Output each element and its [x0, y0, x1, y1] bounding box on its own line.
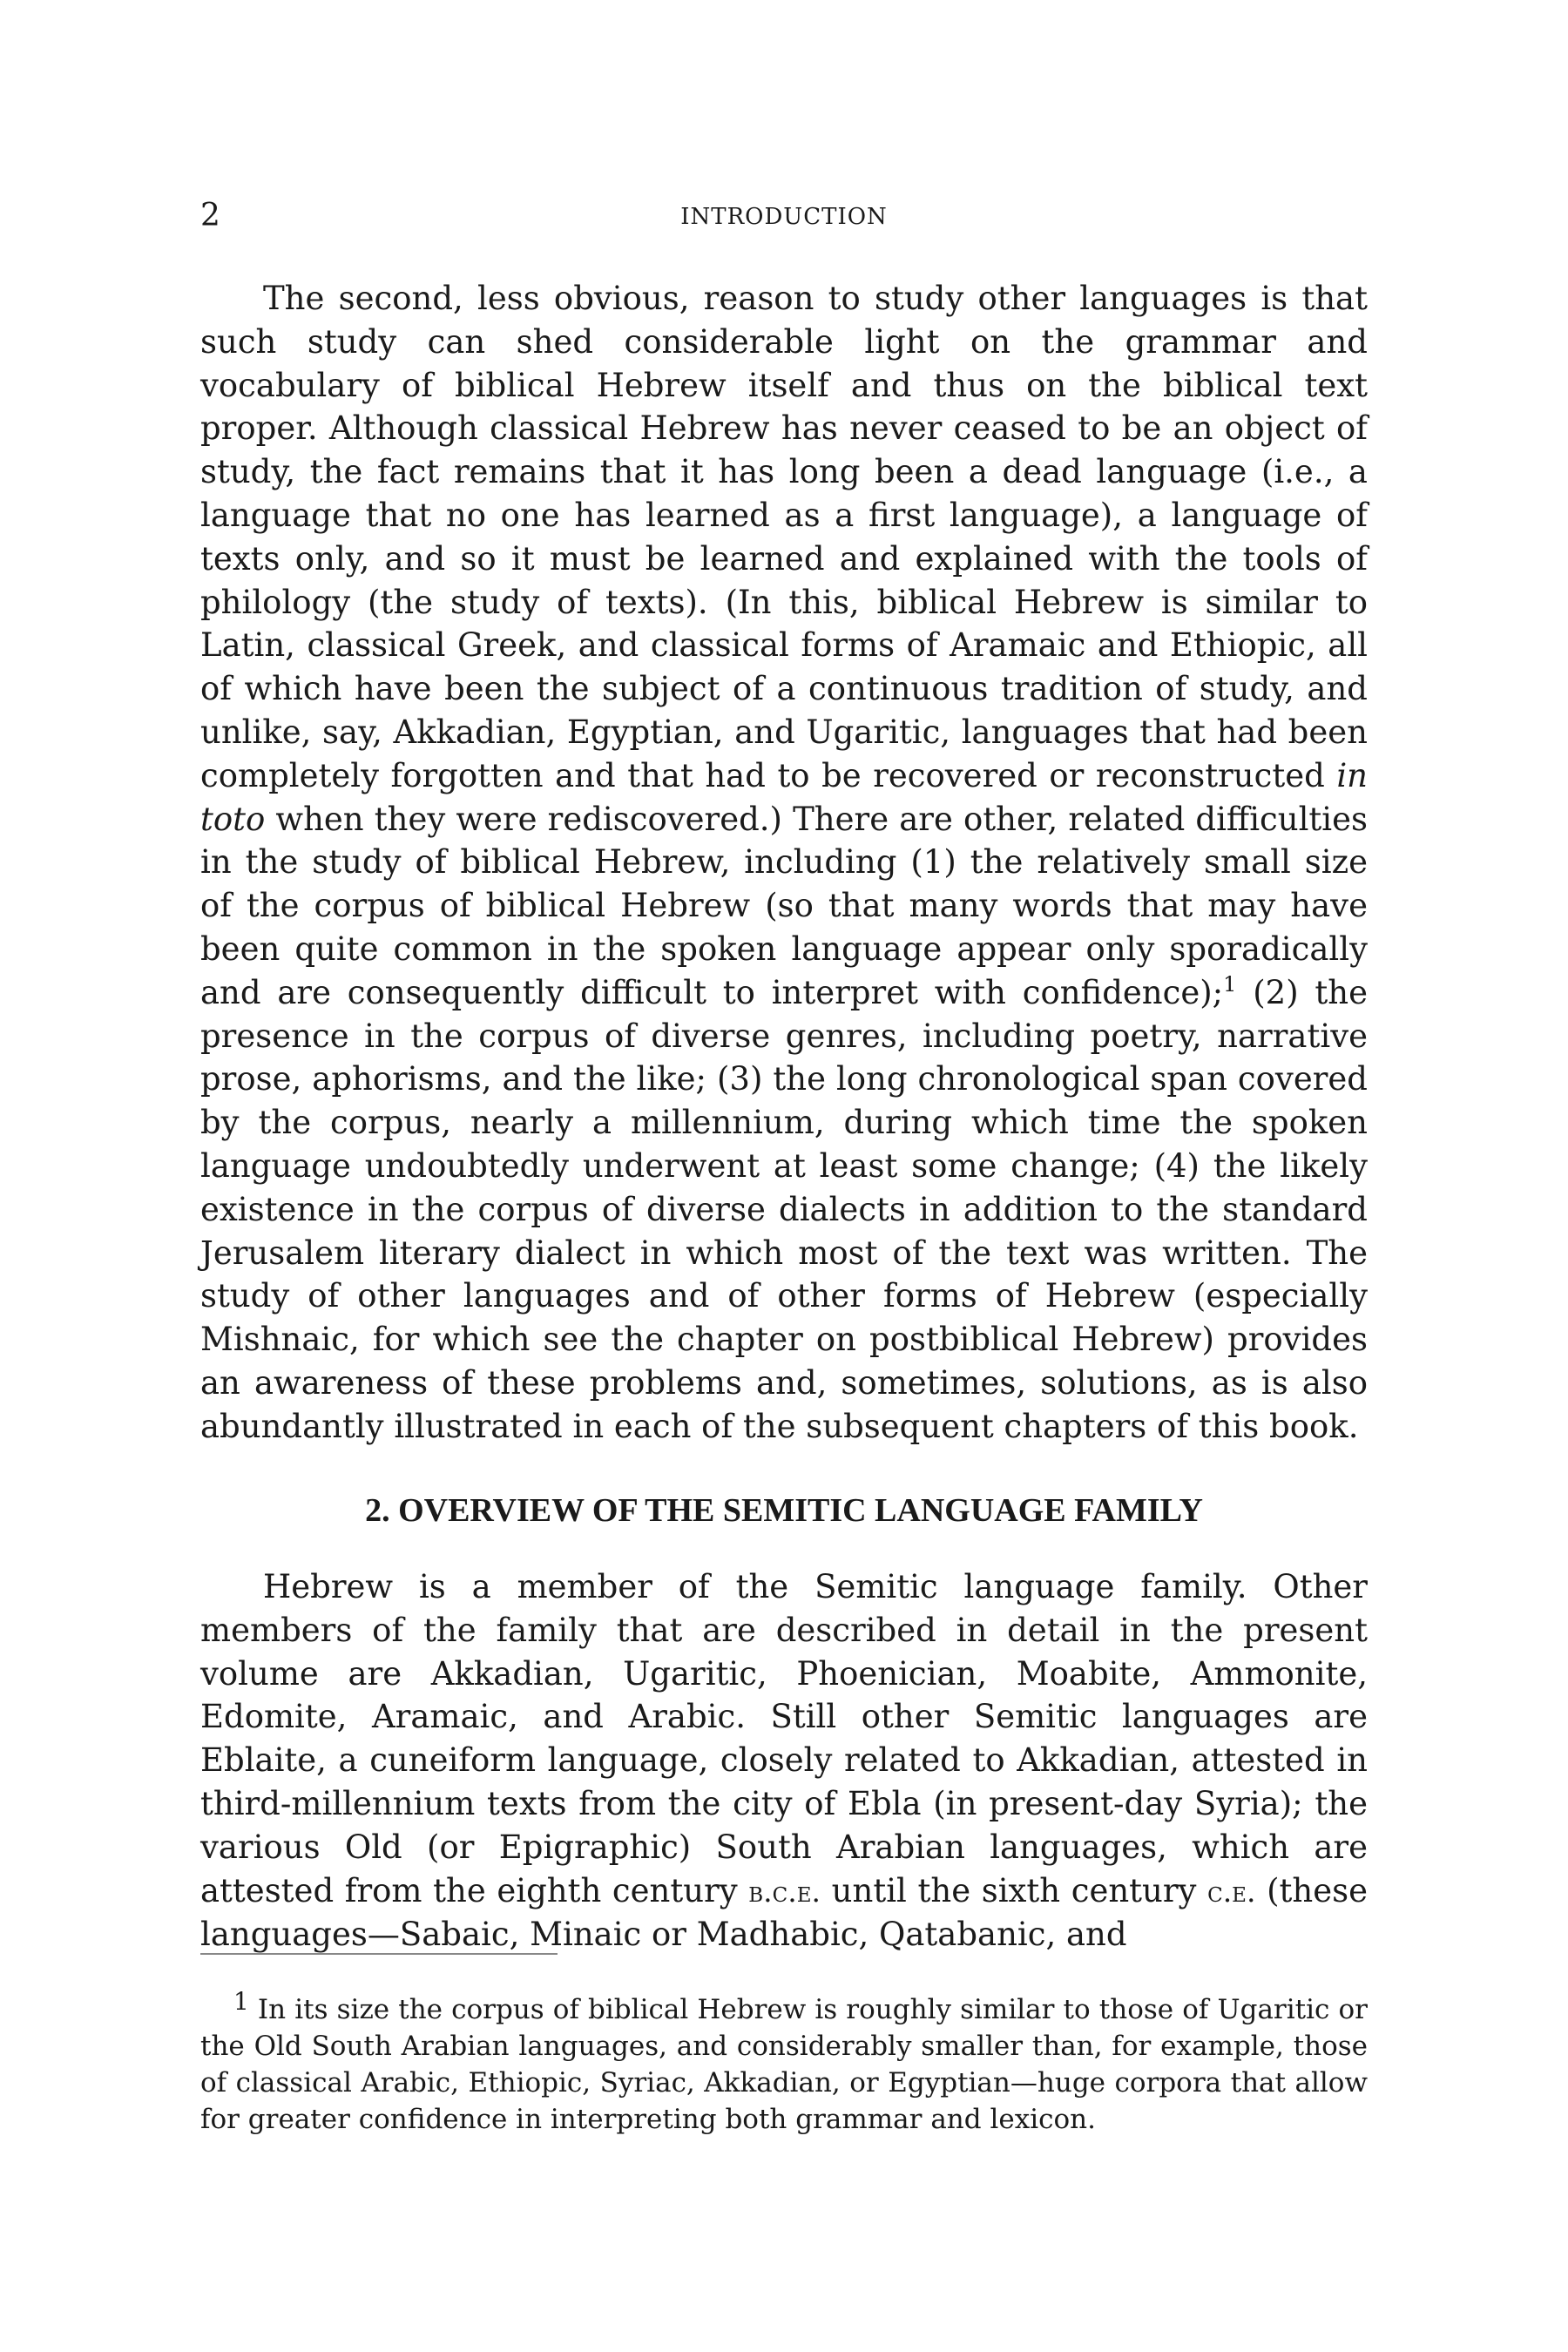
footnote-number: 1: [233, 1987, 249, 2016]
paragraph-2: [200, 1565, 1368, 1957]
section-heading: 2. OVERVIEW OF THE SEMITIC LANGUAGE FAMILY: [365, 1492, 1203, 1529]
footnote-divider: [200, 1953, 558, 1955]
section-2-text: [200, 1565, 1368, 1957]
paragraph-2-text-a: Hebrew is a member of the Semitic language family. Other members of the family that are described in detail in the present volume are Akkadian, Ugaritic, Phoenician, Moabite, Ammonite, Edomite, Aramaic, and Arabic. Still other Semitic languages are Eblaite, a cuneiform language, closely related to Akkadian, attested in third-millennium texts from the city of Ebla (in present-day Syria); the various Old (or Epigraphic) South Arabian languages, which are attested from the eighth century: [200, 1568, 1368, 1909]
footnote-reference[interactable]: 1: [1223, 971, 1237, 997]
main-text: [200, 277, 1368, 1449]
era-abbreviation-ce: c.e.: [1207, 1874, 1256, 1909]
footnote-1: [200, 1987, 1368, 2138]
paragraph-2-text-c: (these languages—Sabaic, Minaic or Madhabic, Qatabanic, and: [200, 1871, 1369, 1954]
italic-phrase: in toto: [200, 756, 1368, 838]
paragraph-1-text-c: (2) the presence in the corpus of diverse genres, including poetry, narrative prose, aphorisms, and the like; (3) the long chronological span covered by the corpus, nearly a millennium, during which time the spoken language undoubtedly underwent at least some change; (4) the likely existence in the corpus of diverse dialects in addition to the standard Jerusalem literary dialect in which most of the text was written. The study of other languages and of other forms of Hebrew (especially Mishnaic, for which see the chapter on postbiblical Hebrew) provides an awareness of these problems and, sometimes, solutions, as is also abundantly illustrated in each of the subsequent chapters of this book.: [200, 973, 1369, 1445]
paragraph-1: [200, 277, 1368, 1449]
paragraph-1-text-b: when they were rediscovered.) There are other, related difficulties in the study of biblical Hebrew, including (1) the relatively small size of the corpus of biblical Hebrew (so that many words that may have been quite common in the spoken language appear only sporadically and are consequently difficult to interpret with confidence);: [200, 800, 1368, 1011]
paragraph-2-text-b: until the sixth century: [821, 1871, 1208, 1909]
paragraph-1-text-a: The second, less obvious, reason to study other languages is that such study can shed considerable light on the grammar and vocabulary of biblical Hebrew itself and thus on the biblical text proper. Although classical Hebrew has never ceased to be an object of study, the fact remains that it has long been a dead language (i.e., a language that no one has learned as a first language), a language of texts only, and so it must be learned and explained with the tools of philology (the study of texts). (In this, biblical Hebrew is similar to Latin, classical Greek, and classical forms of Aramaic and Ethiopic, all of which have been the subject of a continuous tradition of study, and unlike, say, Akkadian, Egyptian, and Ugaritic, languages that had been completely forgotten and that had to be recovered or reconstructed: [200, 280, 1368, 794]
page-number: 2: [200, 198, 220, 233]
era-abbreviation-bce: b.c.e.: [748, 1874, 821, 1909]
footnote-text: In its size the corpus of biblical Hebrew is roughly similar to those of Ugaritic or the Old South Arabian languages, and considerably smaller than, for example, those of classical Arabic, Ethiopic, Syriac, Akkadian, or Egyptian—huge corpora that allow for greater confidence in interpreting both grammar and lexicon.: [200, 1994, 1368, 2135]
running-head: INTRODUCTION: [680, 204, 888, 230]
